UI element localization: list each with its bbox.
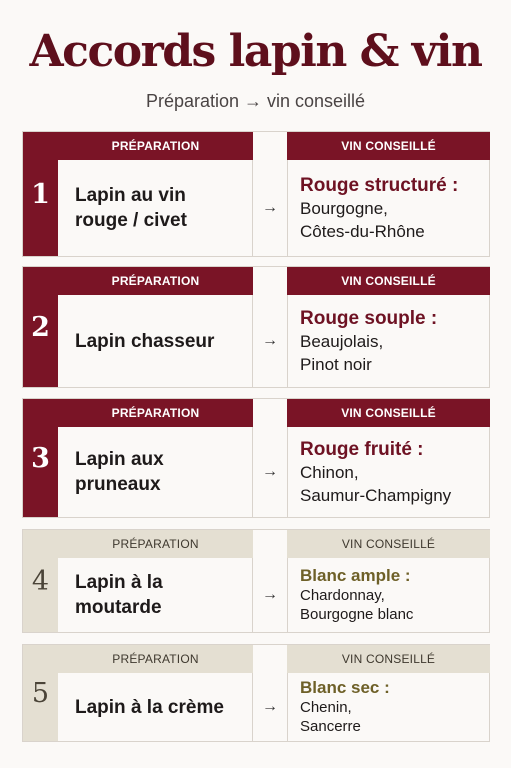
wine-recommendation xyxy=(287,558,490,632)
column-header-vin: VIN CONSEILLÉ xyxy=(287,645,490,673)
page-subtitle: Préparation → vin conseillé xyxy=(145,91,366,111)
pairing-card-4 xyxy=(22,529,490,633)
column-header-vin: VIN CONSEILLÉ xyxy=(287,267,490,295)
wine-name: Pinot noir xyxy=(300,354,372,374)
column-header-preparation: PRÉPARATION xyxy=(58,267,253,295)
wine-name: Côtes-du-Rhône xyxy=(300,221,425,241)
column-header-preparation: PRÉPARATION xyxy=(58,530,253,558)
wine-type: Rouge fruité : xyxy=(300,438,424,460)
arrow-icon: → xyxy=(262,698,278,715)
wine-recommendation xyxy=(287,673,490,741)
arrow-icon: → xyxy=(262,332,278,349)
column-header-vin: VIN CONSEILLÉ xyxy=(287,132,490,160)
wine-type: Blanc sec : xyxy=(300,678,390,697)
column-header-vin: VIN CONSEILLÉ xyxy=(287,530,490,558)
wine-recommendation xyxy=(287,295,490,387)
preparation-name: Lapin chasseur xyxy=(58,295,253,387)
column-header-vin: VIN CONSEILLÉ xyxy=(287,399,490,427)
wine-type: Blanc ample : xyxy=(300,566,411,585)
preparation-name: Lapin à la moutarde xyxy=(58,558,253,632)
row-number: 3 xyxy=(23,399,58,517)
pairing-card-5 xyxy=(22,644,490,742)
pairing-card-1 xyxy=(22,131,490,257)
row-number: 1 xyxy=(23,132,58,256)
arrow-icon: → xyxy=(262,463,278,480)
wine-name: Chardonnay, xyxy=(300,587,385,604)
arrow-icon: → xyxy=(262,586,278,603)
row-number: 5 xyxy=(23,645,58,741)
column-header-preparation: PRÉPARATION xyxy=(58,132,253,160)
arrow-icon: → xyxy=(262,199,278,216)
column-header-preparation: PRÉPARATION xyxy=(58,645,253,673)
column-header-preparation: PRÉPARATION xyxy=(58,399,253,427)
preparation-name: Lapin à la crème xyxy=(58,673,253,741)
wine-name: Saumur-Champigny xyxy=(300,485,452,505)
wine-name: Chenin, xyxy=(300,699,352,716)
wine-name: Sancerre xyxy=(300,718,361,735)
page-title: Accords lapin & vin xyxy=(29,26,482,77)
wine-name: Bourgogne blanc xyxy=(300,606,414,623)
wine-type: Rouge souple : xyxy=(300,307,438,329)
pairing-card-2 xyxy=(22,266,490,388)
wine-name: Chinon, xyxy=(300,462,359,482)
row-number: 4 xyxy=(23,530,58,632)
wine-recommendation xyxy=(287,427,490,517)
wine-name: Bourgogne, xyxy=(300,198,388,218)
wine-type: Rouge structuré : xyxy=(300,174,459,196)
pairing-card-3 xyxy=(22,398,490,518)
preparation-name: Lapin aux pruneaux xyxy=(58,427,253,517)
wine-recommendation xyxy=(287,160,490,256)
row-number: 2 xyxy=(23,267,58,387)
preparation-name: Lapin au vin rouge / civet xyxy=(58,160,253,256)
wine-name: Beaujolais, xyxy=(300,331,384,351)
